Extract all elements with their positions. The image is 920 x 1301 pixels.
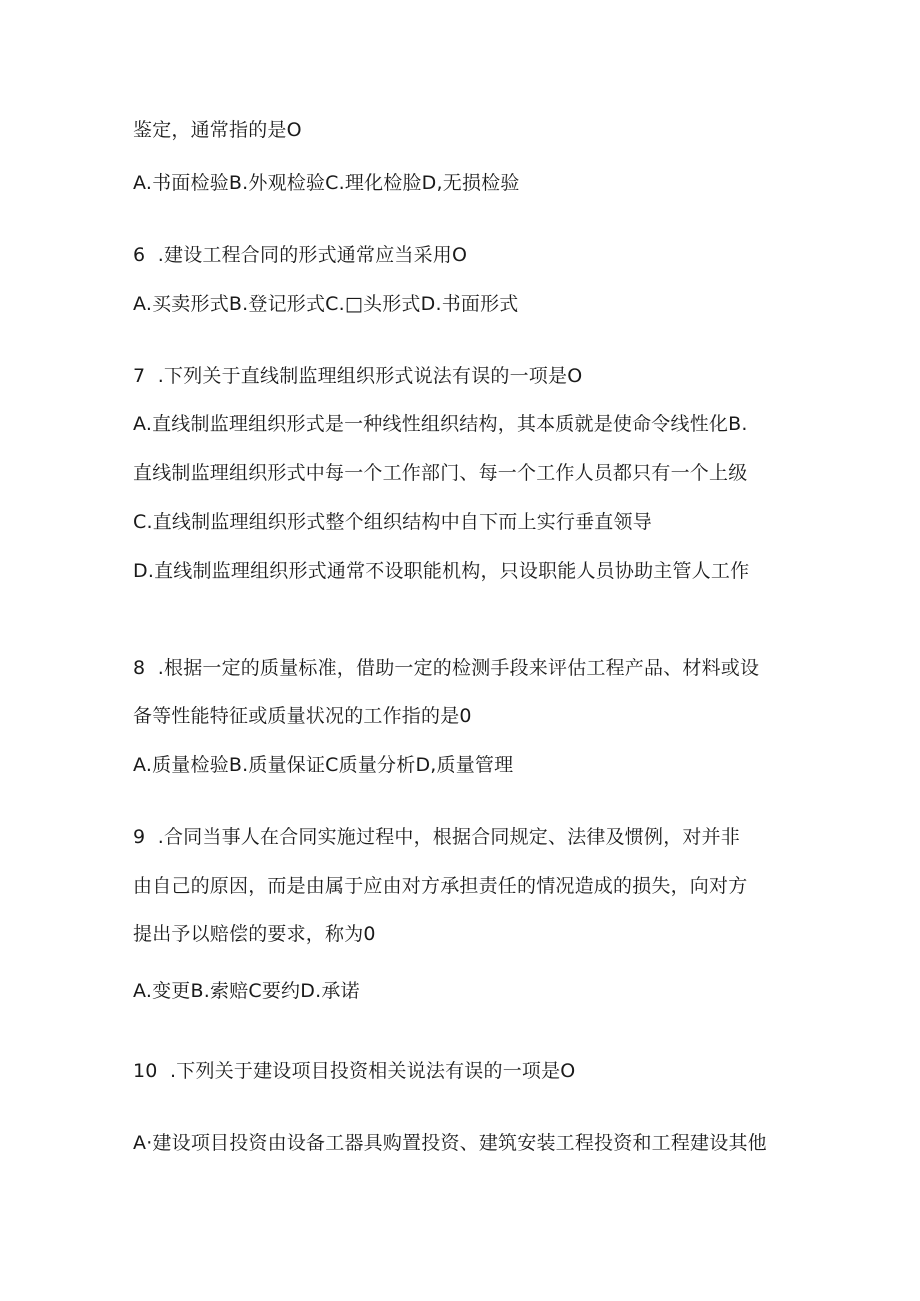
question-8-stem-line-2: 备等性能特征或质量状况的工作指的是0	[133, 705, 472, 727]
question-5-options: A.书面检验B.外观检验C.理化检脸D,无损检验	[133, 172, 520, 194]
question-7-option-d: D.直线制监理组织形式通常不设职能机构，只设职能人员协助主管人工作	[133, 560, 750, 582]
question-10-stem: 10 .下列关于建设项目投资相关说法有误的一项是O	[133, 1060, 576, 1082]
question-7-option-b: 直线制监理组织形式中每一个工作部门、每一个工作人员都只有一个上级	[133, 462, 748, 484]
question-10-option-a: A·建设项目投资由设备工器具购置投资、建筑安装工程投资和工程建设其他	[133, 1132, 767, 1154]
question-6-stem: 6 .建设工程合同的形式通常应当采用O	[133, 244, 468, 266]
question-7-option-a: A.直线制监理组织形式是一种线性组织结构，其本质就是使命令线性化B.	[133, 413, 748, 435]
question-6-options: A.买卖形式B.登记形式C.□头形式D.书面形式	[133, 293, 519, 315]
question-8-stem-line-1: 8 .根据一定的质量标准，借助一定的检测手段来评估工程产品、材料或设	[133, 657, 760, 679]
question-9-stem-line-3: 提出予以赔偿的要求，称为0	[133, 923, 376, 945]
question-7-option-c: C.直线制监理组织形式整个组织结构中自下而上实行垂直领导	[133, 511, 652, 533]
question-7-stem: 7 .下列关于直线制监理组织形式说法有误的一项是O	[133, 365, 583, 387]
question-9-stem-line-1: 9 .合同当事人在合同实施过程中，根据合同规定、法律及惯例，对并非	[133, 826, 741, 848]
question-8-options: A.质量检验B.质量保证C质量分析D,质量管理	[133, 754, 514, 776]
question-5-stem-continuation: 鉴定，通常指的是O	[133, 119, 302, 141]
question-9-stem-line-2: 由自己的原因，而是由属于应由对方承担责任的情况造成的损失，向对方	[133, 875, 748, 897]
question-9-options: A.变更B.索赔C要约D.承诺	[133, 980, 360, 1002]
